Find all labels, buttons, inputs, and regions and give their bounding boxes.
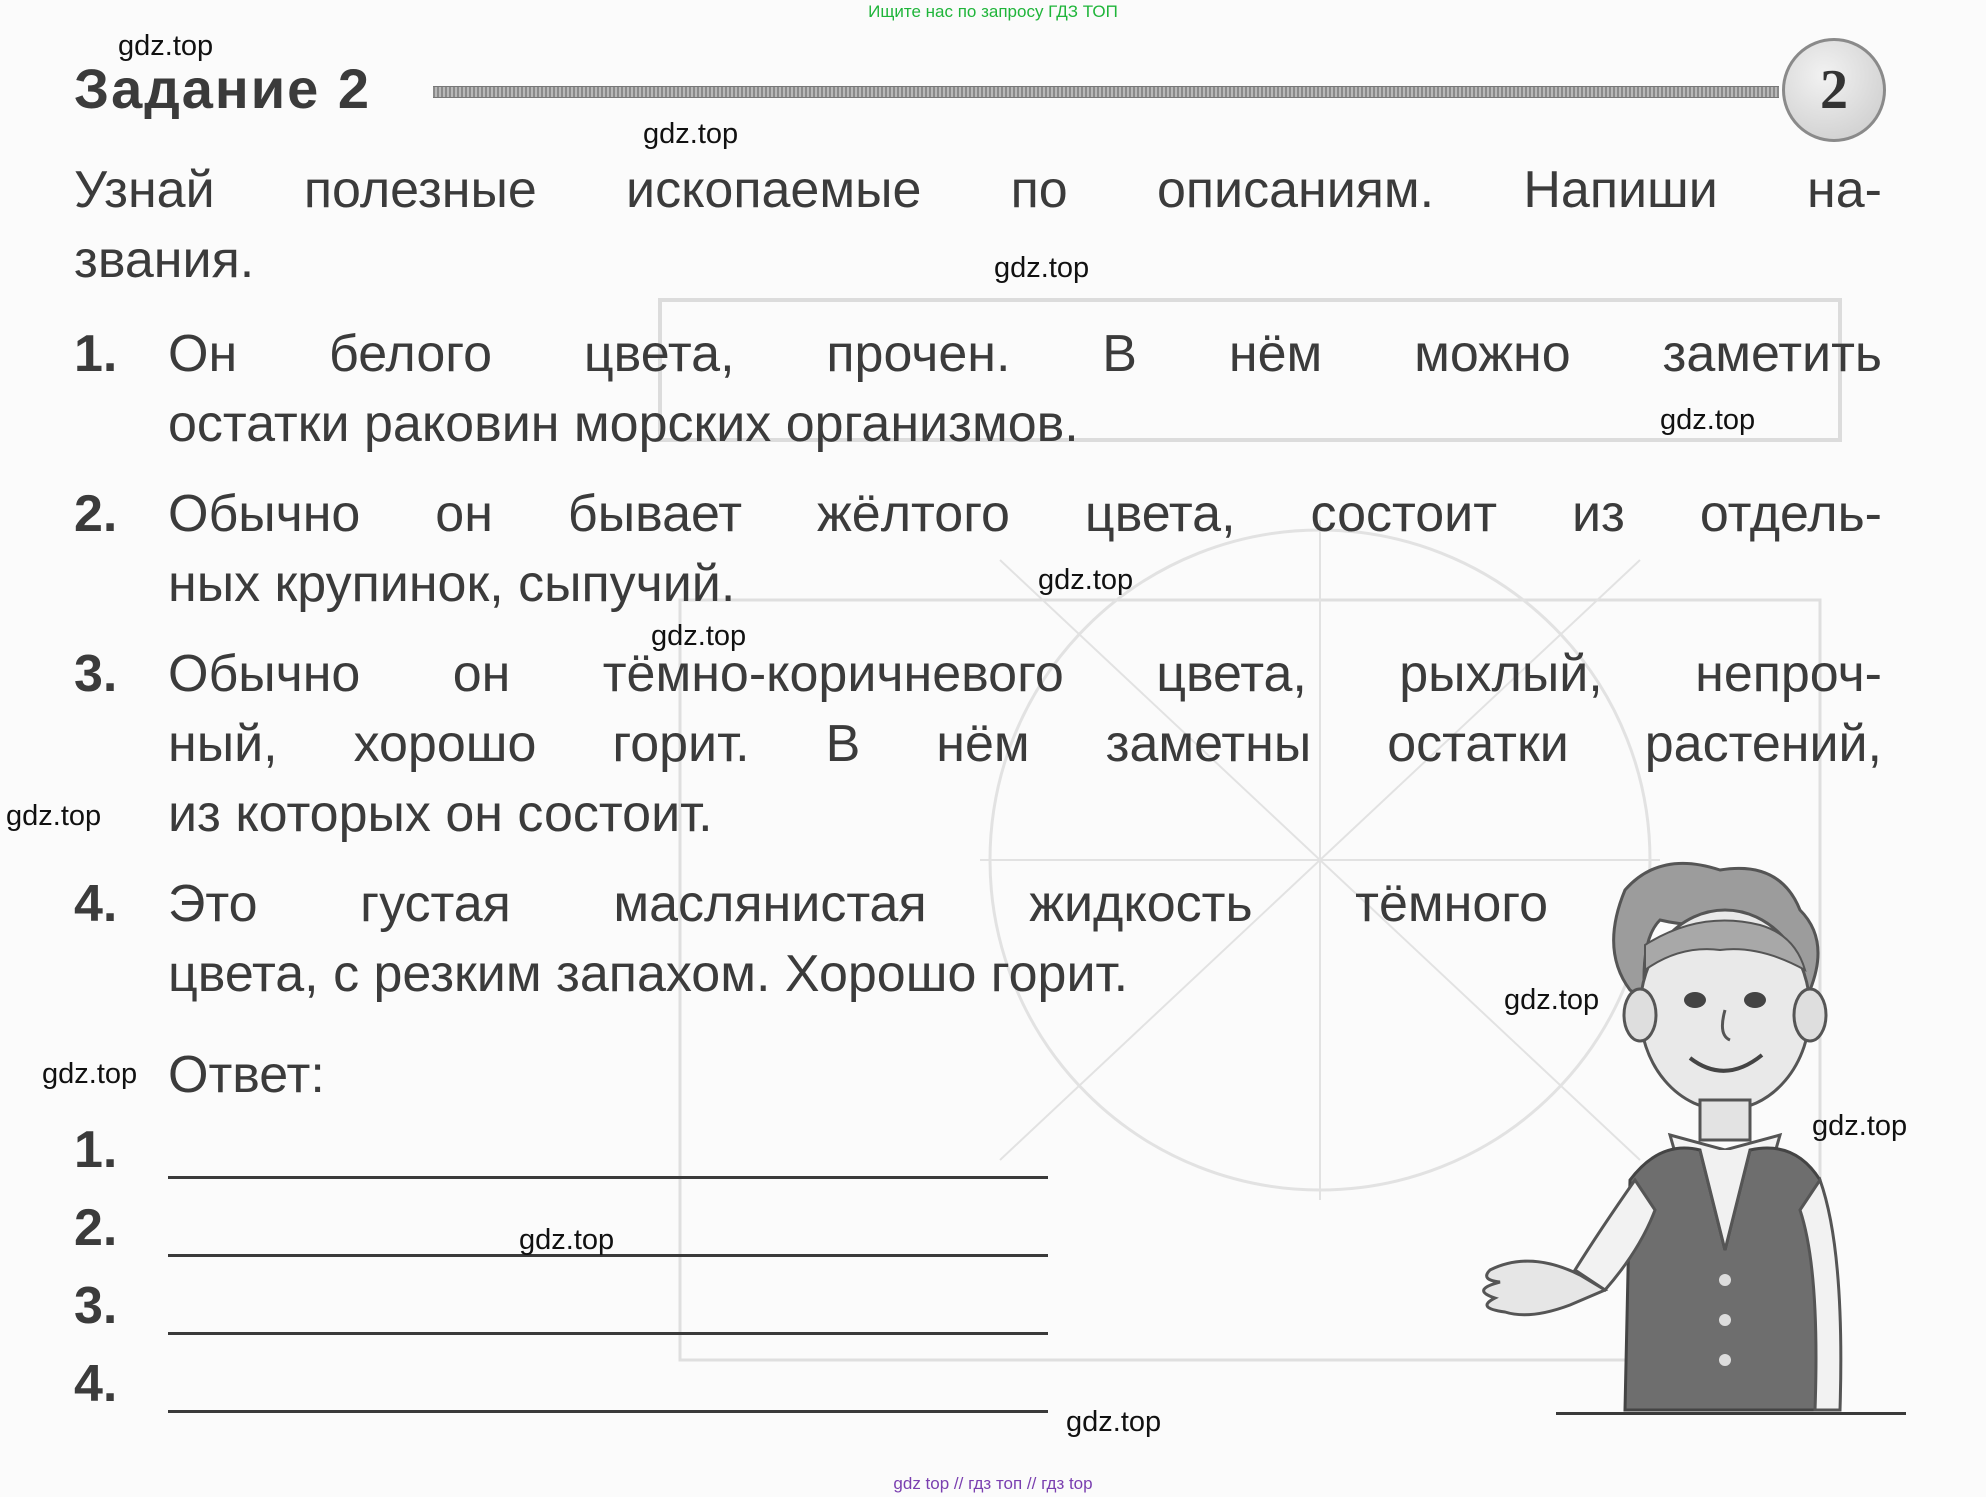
illustration-ground-line [1556,1412,1906,1415]
watermark: gdz.top [1660,404,1756,436]
item-number-4: 4. [74,875,118,933]
watermark: gdz.top [1038,564,1134,596]
item-number-1: 1. [74,325,118,383]
item-4-line-1: Это густая маслянистая жидкость тёмного [168,875,1548,933]
watermark: gdz.top [994,252,1090,284]
answer-number-4: 4. [74,1355,118,1413]
task-title: Задание 2 [74,57,372,120]
item-2-line-1: Обычно он бывает жёлтого цвета, состоит из отдель- [168,485,1882,543]
header-search-link[interactable]: Ищите нас по запросу ГДЗ ТОП [868,2,1118,21]
watermark: gdz.top [1066,1406,1162,1438]
answer-number-3: 3. [74,1277,118,1335]
instruction-line-2: звания. [74,231,255,289]
answer-line-4[interactable] [168,1410,1048,1413]
watermark: gdz.top [42,1058,138,1090]
watermark: gdz.top [651,620,747,652]
watermark: gdz.top [6,800,102,832]
watermark: gdz.top [118,30,214,62]
item-2-line-2: ных крупинок, сыпучий. [168,555,736,613]
item-1-line-2: остатки раковин морских организмов. [168,395,1079,453]
title-rule [433,86,1779,98]
item-3-line-3: из которых он состоит. [168,785,713,843]
watermark: gdz.top [1504,984,1600,1016]
item-1-line-1: Он белого цвета, прочен. В нём можно заметить [168,325,1882,383]
item-3-line-1: Обычно он тёмно-коричневого цвета, рыхлый, непроч- [168,645,1882,703]
instruction-line-1: Узнай полезные ископаемые по описаниям. Напиши на- [74,161,1882,219]
answer-label: Ответ: [168,1046,325,1104]
watermark: gdz.top [1812,1110,1908,1142]
page-number-badge: 2 [1782,38,1886,142]
footer-links[interactable]: gdz top // гдз топ // гдз top [893,1474,1093,1493]
answer-number-2: 2. [74,1199,118,1257]
item-3-line-2: ный, хорошо горит. В нём заметны остатки растений, [168,715,1882,773]
watermark: gdz.top [519,1224,615,1256]
item-number-2: 2. [74,485,118,543]
answer-number-1: 1. [74,1121,118,1179]
watermark: gdz.top [643,118,739,150]
item-number-3: 3. [74,645,118,703]
answer-line-3[interactable] [168,1332,1048,1335]
item-4-line-2: цвета, с резким запахом. Хорошо горит. [168,945,1129,1003]
answer-line-1[interactable] [168,1176,1048,1179]
